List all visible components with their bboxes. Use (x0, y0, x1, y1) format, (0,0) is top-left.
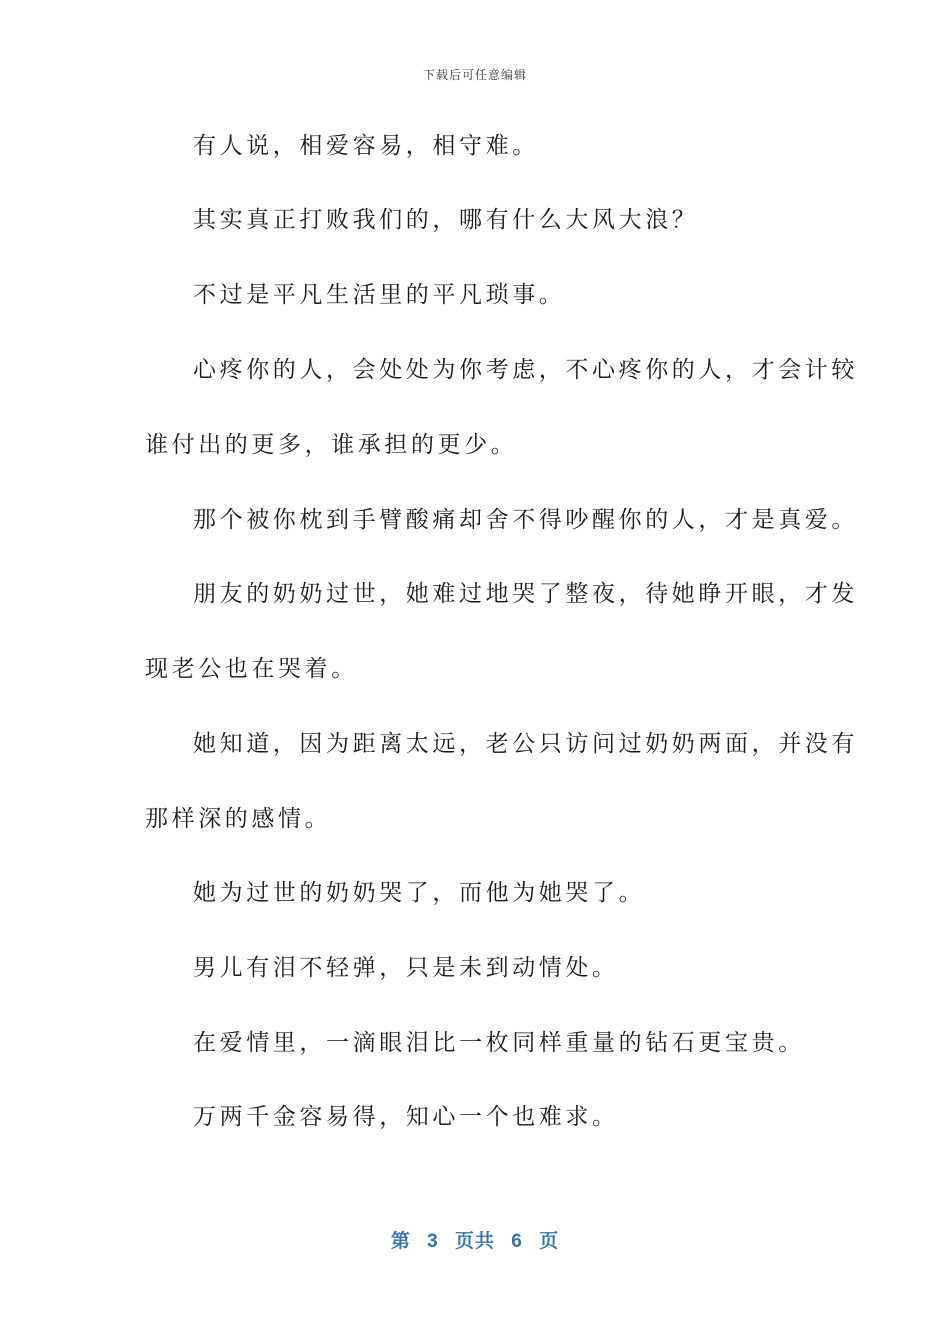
paragraph-line: 朋友的奶奶过世，她难过地哭了整夜，待她睁开眼，才发 (193, 581, 858, 607)
paragraph-line: 谁付出的更多，谁承担的更少。 (145, 432, 518, 458)
paragraph-line: 其实真正打败我们的，哪有什么大风大浪？ (193, 207, 699, 233)
paragraph-line: 在爱情里，一滴眼泪比一枚同样重量的钻石更宝贵。 (193, 1030, 805, 1056)
total-pages-number: 6 (511, 1231, 523, 1252)
paragraph-line: 那样深的感情。 (145, 806, 332, 832)
paragraph-line: 她为过世的奶奶哭了，而他为她哭了。 (193, 880, 646, 906)
paragraph-line: 万两千金容易得，知心一个也难求。 (193, 1104, 619, 1130)
page-label-mid: 页共 (454, 1231, 495, 1252)
paragraph-line: 男儿有泪不轻弹，只是未到动情处。 (193, 955, 619, 981)
paragraph-line: 她知道，因为距离太远，老公只访问过奶奶两面，并没有 (193, 731, 858, 757)
page-label-prefix: 第 (390, 1231, 411, 1252)
page-header: 下载后可任意编辑 (422, 68, 527, 82)
paragraph-line: 现老公也在哭着。 (145, 656, 358, 682)
page-label-suffix: 页 (539, 1231, 560, 1252)
paragraph-line: 不过是平凡生活里的平凡琐事。 (193, 282, 566, 308)
paragraph-line: 那个被你枕到手臂酸痛却舍不得吵醒你的人，才是真爱。 (193, 507, 858, 533)
paragraph-line: 心疼你的人，会处处为你考虑，不心疼你的人，才会计较 (193, 357, 858, 383)
paragraph-line: 有人说，相爱容易，相守难。 (193, 133, 539, 159)
current-page-number: 3 (427, 1231, 439, 1252)
page-number-footer (0, 1226, 950, 1253)
